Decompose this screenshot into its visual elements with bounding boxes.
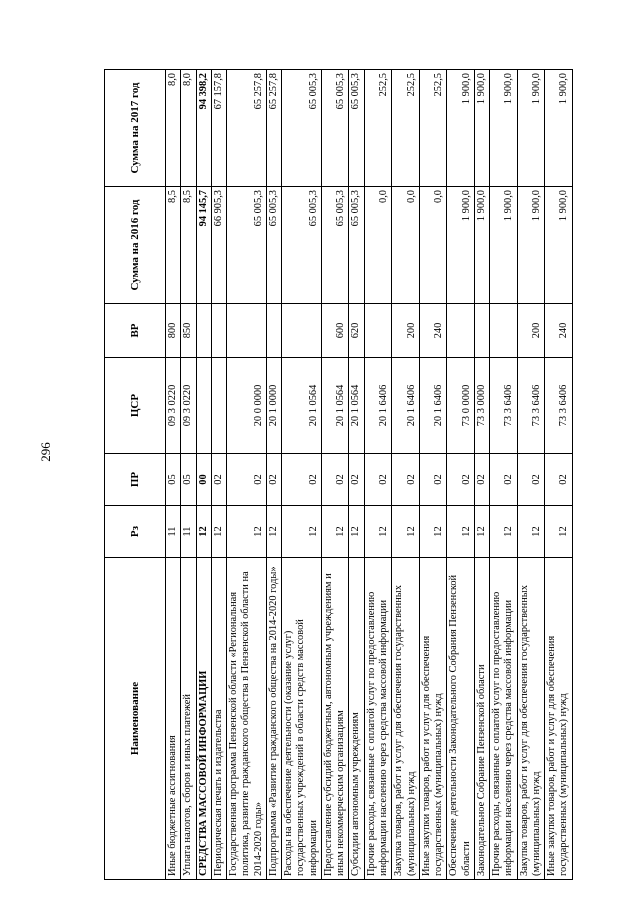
cell-csr: 20 1 0564: [282, 358, 322, 454]
cell-pr: 02: [349, 454, 364, 506]
cell-vr: 850: [181, 304, 196, 358]
cell-s2016: 8,5: [166, 187, 181, 304]
cell-s2016: 65 005,3: [349, 187, 364, 304]
cell-name: Прочие расходы, связанные с оплатой услуг по предоставлению информации населению через средства массовой информации: [364, 558, 392, 880]
cell-pr: 02: [545, 454, 573, 506]
table-row: [321, 70, 349, 880]
cell-name: Подпрограмма «Развитие гражданского общества на 2014-2020 годы»: [266, 558, 281, 880]
cell-name: Государственная программа Пензенской области «Региональная политика, развитие гражданского общества в Пензенской области на 2014-2020 годы»: [227, 558, 267, 880]
cell-csr: 20 1 6406: [392, 358, 420, 454]
cell-vr: [364, 304, 392, 358]
cell-rz: 12: [211, 506, 226, 558]
cell-s2017: 65 005,3: [282, 70, 322, 187]
cell-csr: 73 3 6406: [545, 358, 573, 454]
cell-s2017: 1 900,0: [447, 70, 475, 187]
table-row: [474, 70, 489, 880]
table-row: [282, 70, 322, 880]
cell-vr: [227, 304, 267, 358]
cell-rz: 12: [227, 506, 267, 558]
cell-name: Иные закупки товаров, работ и услуг для обеспечения государственных (муниципальных) нужд: [545, 558, 573, 880]
cell-rz: 12: [474, 506, 489, 558]
table-row: [181, 70, 196, 880]
cell-vr: 240: [545, 304, 573, 358]
cell-csr: 73 3 6406: [517, 358, 545, 454]
cell-vr: [282, 304, 322, 358]
cell-s2017: 67 157,8: [211, 70, 226, 187]
cell-csr: 09 3 0220: [181, 358, 196, 454]
cell-s2017: 252,5: [364, 70, 392, 187]
cell-vr: 800: [166, 304, 181, 358]
table-row: [517, 70, 545, 880]
cell-name: Иные бюджетные ассигнования: [166, 558, 181, 880]
cell-vr: [474, 304, 489, 358]
cell-rz: 11: [166, 506, 181, 558]
cell-vr: 240: [419, 304, 447, 358]
cell-s2016: 1 900,0: [490, 187, 518, 304]
cell-vr: [196, 304, 211, 358]
table-row: [419, 70, 447, 880]
cell-rz: 12: [196, 506, 211, 558]
table-row: [227, 70, 267, 880]
cell-csr: 09 3 0220: [166, 358, 181, 454]
cell-csr: 20 1 0564: [349, 358, 364, 454]
cell-s2016: 65 005,3: [266, 187, 281, 304]
cell-s2017: 65 005,3: [321, 70, 349, 187]
cell-s2016: 66 905,3: [211, 187, 226, 304]
cell-s2016: 1 900,0: [545, 187, 573, 304]
cell-pr: 02: [447, 454, 475, 506]
cell-rz: 12: [266, 506, 281, 558]
cell-name: Законодательное Собрание Пензенской области: [474, 558, 489, 880]
cell-name: Обеспечение деятельности Законодательного Собрания Пензенской области: [447, 558, 475, 880]
cell-vr: 620: [349, 304, 364, 358]
header-sum-2016: Сумма на 2016 год: [105, 187, 166, 304]
cell-s2016: 1 900,0: [447, 187, 475, 304]
cell-rz: 12: [392, 506, 420, 558]
cell-s2017: 8,0: [181, 70, 196, 187]
cell-rz: 12: [490, 506, 518, 558]
header-rz: Рз: [105, 506, 166, 558]
cell-pr: 02: [517, 454, 545, 506]
cell-csr: 20 1 6406: [364, 358, 392, 454]
table-body: [166, 70, 573, 880]
cell-name: Расходы на обеспечение деятельности (оказание услуг) государственных учреждений в области средств массовой информации: [282, 558, 322, 880]
cell-rz: 11: [181, 506, 196, 558]
table-row: [166, 70, 181, 880]
cell-name: Закупка товаров, работ и услуг для обеспечения государственных (муниципальных) нужд: [392, 558, 420, 880]
cell-s2017: 1 900,0: [517, 70, 545, 187]
cell-s2016: 0,0: [364, 187, 392, 304]
cell-vr: 600: [321, 304, 349, 358]
cell-pr: 02: [227, 454, 267, 506]
cell-pr: 00: [196, 454, 211, 506]
cell-vr: 200: [392, 304, 420, 358]
cell-s2017: 94 398,2: [196, 70, 211, 187]
cell-s2017: 252,5: [392, 70, 420, 187]
cell-s2016: 0,0: [419, 187, 447, 304]
cell-s2017: 65 257,8: [266, 70, 281, 187]
cell-pr: 02: [266, 454, 281, 506]
cell-s2017: 1 900,0: [545, 70, 573, 187]
cell-name: Предоставление субсидий бюджетным, автономным учреждениям и иным некоммерческим организациям: [321, 558, 349, 880]
cell-s2016: 65 005,3: [282, 187, 322, 304]
cell-csr: 20 1 0564: [321, 358, 349, 454]
cell-pr: 02: [419, 454, 447, 506]
cell-s2017: 252,5: [419, 70, 447, 187]
cell-pr: 05: [181, 454, 196, 506]
cell-s2017: 8,0: [166, 70, 181, 187]
header-name: Наименование: [105, 558, 166, 880]
cell-vr: [211, 304, 226, 358]
header-pr: ПР: [105, 454, 166, 506]
cell-name: СРЕДСТВА МАССОВОЙ ИНФОРМАЦИИ: [196, 558, 211, 880]
cell-name: Иные закупки товаров, работ и услуг для обеспечения государственных (муниципальных) нужд: [419, 558, 447, 880]
cell-csr: 73 0 0000: [447, 358, 475, 454]
cell-s2017: 65 257,8: [227, 70, 267, 187]
cell-pr: 05: [166, 454, 181, 506]
cell-s2017: 1 900,0: [474, 70, 489, 187]
cell-csr: [196, 358, 211, 454]
cell-s2017: 65 005,3: [349, 70, 364, 187]
cell-vr: [266, 304, 281, 358]
cell-s2016: 1 900,0: [517, 187, 545, 304]
cell-s2016: 65 005,3: [227, 187, 267, 304]
cell-csr: [211, 358, 226, 454]
cell-csr: 20 1 6406: [419, 358, 447, 454]
cell-pr: 02: [211, 454, 226, 506]
table-row: [211, 70, 226, 880]
cell-s2016: 1 900,0: [474, 187, 489, 304]
table-header-row: [105, 70, 166, 880]
cell-rz: 12: [349, 506, 364, 558]
cell-name: Субсидии автономным учреждениям: [349, 558, 364, 880]
cell-s2016: 94 145,7: [196, 187, 211, 304]
cell-rz: 12: [447, 506, 475, 558]
page-number: 296: [38, 442, 53, 462]
header-csr: ЦСР: [105, 358, 166, 454]
cell-name: Периодическая печать и издательства: [211, 558, 226, 880]
cell-s2016: 65 005,3: [321, 187, 349, 304]
cell-rz: 12: [545, 506, 573, 558]
table-row: [545, 70, 573, 880]
cell-pr: 02: [392, 454, 420, 506]
cell-s2017: 1 900,0: [490, 70, 518, 187]
cell-rz: 12: [282, 506, 322, 558]
cell-name: Закупка товаров, работ и услуг для обеспечения государственных (муниципальных) нужд: [517, 558, 545, 880]
cell-csr: 73 3 6406: [490, 358, 518, 454]
cell-name: Прочие расходы, связанные с оплатой услуг по предоставлению информации населению через средства массовой информации: [490, 558, 518, 880]
cell-pr: 02: [490, 454, 518, 506]
header-sum-2017: Сумма на 2017 год: [105, 70, 166, 187]
cell-pr: 02: [364, 454, 392, 506]
table-row: [266, 70, 281, 880]
cell-rz: 12: [419, 506, 447, 558]
cell-vr: 200: [517, 304, 545, 358]
header-vr: ВР: [105, 304, 166, 358]
cell-vr: [447, 304, 475, 358]
budget-table: [104, 69, 573, 880]
cell-pr: 02: [474, 454, 489, 506]
cell-rz: 12: [321, 506, 349, 558]
cell-pr: 02: [282, 454, 322, 506]
cell-rz: 12: [364, 506, 392, 558]
cell-csr: 73 3 0000: [474, 358, 489, 454]
cell-csr: 20 1 0000: [266, 358, 281, 454]
table-row: [490, 70, 518, 880]
rotated-table-container: [104, 70, 570, 880]
cell-pr: 02: [321, 454, 349, 506]
cell-rz: 12: [517, 506, 545, 558]
cell-s2016: 0,0: [392, 187, 420, 304]
cell-s2016: 8,5: [181, 187, 196, 304]
cell-csr: 20 0 0000: [227, 358, 267, 454]
table-row: [196, 70, 211, 880]
table-row: [364, 70, 392, 880]
table-row: [349, 70, 364, 880]
table-row: [447, 70, 475, 880]
table-row: [392, 70, 420, 880]
cell-vr: [490, 304, 518, 358]
cell-name: Уплата налогов, сборов и иных платежей: [181, 558, 196, 880]
